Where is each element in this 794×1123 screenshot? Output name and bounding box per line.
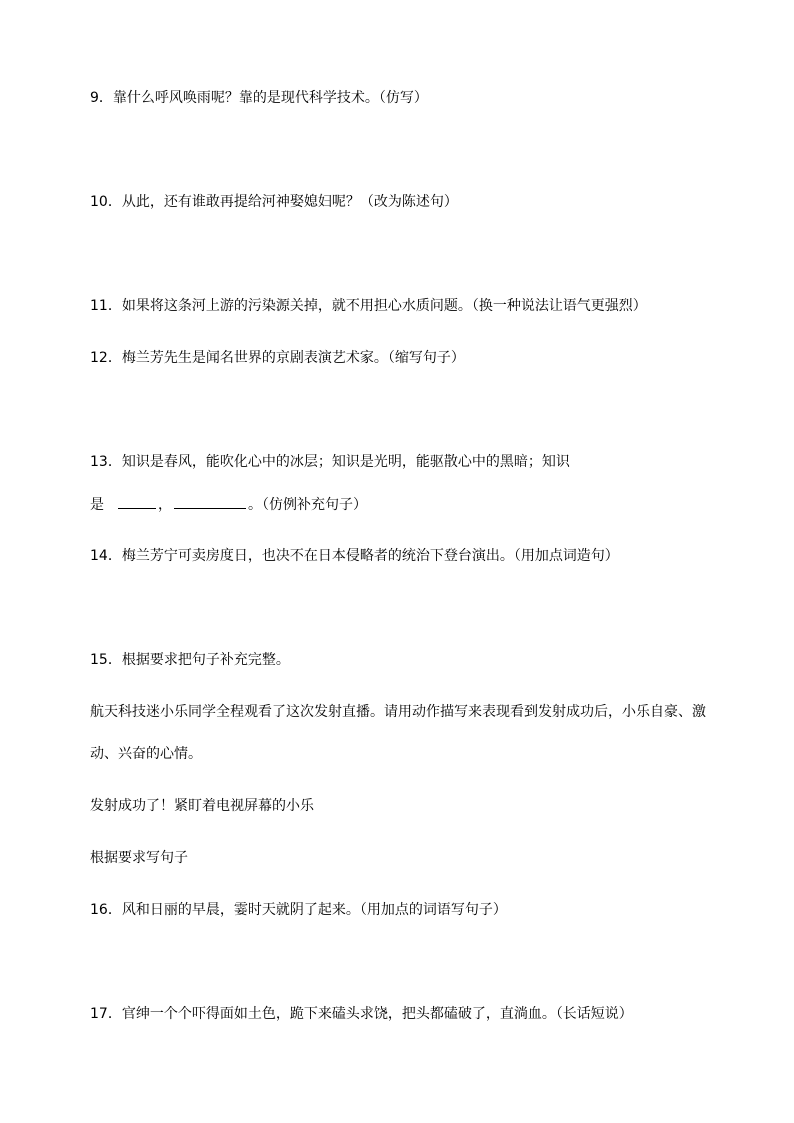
fill-blank-1[interactable] xyxy=(118,494,156,509)
question-12: 12．梅兰芳先生是闻名世界的京剧表演艺术家。（缩写句子） xyxy=(90,350,465,366)
question-9: 9．靠什么呼风唤雨呢？靠的是现代科学技术。（仿写） xyxy=(90,90,428,106)
question-15-prompt: 发射成功了！紧盯着电视屏幕的小乐 xyxy=(90,798,314,814)
question-15-paragraph-line1: 航天科技迷小乐同学全程观看了这次发射直播。请用动作描写来表现看到发射成功后，小乐自豪、激 xyxy=(90,704,706,720)
question-10: 10．从此，还有谁敢再提给河神娶媳妇呢？（改为陈述句） xyxy=(90,194,458,210)
question-15-subheading: 根据要求写句子 xyxy=(90,850,188,866)
question-13-line2 xyxy=(90,494,750,515)
question-15-paragraph-line2: 动、兴奋的心情。 xyxy=(90,746,202,762)
question-13-line1: 13．知识是春风，能吹化心中的冰层；知识是光明，能驱散心中的黑暗；知识 xyxy=(90,454,570,470)
question-14: 14．梅兰芳宁可卖房度日，也决不在日本侵略者的统治下登台演出。（用加点词造句） xyxy=(90,548,619,564)
question-17: 17．官绅一个个吓得面如土色，跪下来磕头求饶，把头都磕破了，直淌血。（长话短说） xyxy=(90,1006,633,1022)
question-13-prefix: 是 xyxy=(90,497,104,513)
question-16: 16．风和日丽的早晨，霎时天就阴了起来。（用加点的词语写句子） xyxy=(90,902,507,918)
question-13-suffix: 。（仿例补充句子） xyxy=(248,497,367,513)
question-13-separator: ， xyxy=(158,497,172,513)
question-11: 11．如果将这条河上游的污染源关掉，就不用担心水质问题。（换一种说法让语气更强烈） xyxy=(90,298,647,314)
question-15-title: 15．根据要求把句子补充完整。 xyxy=(90,652,290,668)
fill-blank-2[interactable] xyxy=(174,494,246,509)
